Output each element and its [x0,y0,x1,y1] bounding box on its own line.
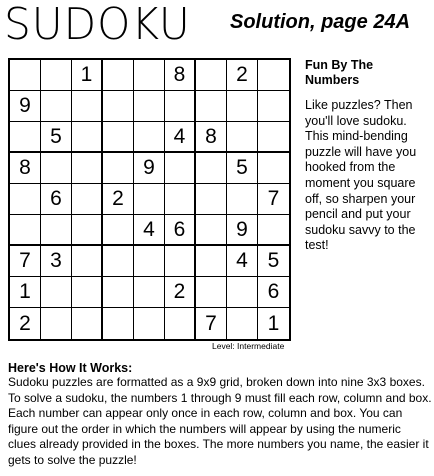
grid-cell-r1-c4[interactable] [103,60,134,91]
grid-cell-r3-c8[interactable] [227,122,258,153]
grid-cell-r1-c8[interactable]: 2 [227,60,258,91]
grid-cell-r3-c2[interactable]: 5 [41,122,72,153]
grid-cell-r4-c2[interactable] [41,153,72,184]
grid-cell-r4-c4[interactable] [103,153,134,184]
page-title: SUDOKU [4,0,191,50]
grid-cell-r2-c8[interactable] [227,91,258,122]
grid-cell-r5-c4[interactable]: 2 [103,184,134,215]
grid-cell-r2-c5[interactable] [134,91,165,122]
grid-cell-r3-c9[interactable] [258,122,289,153]
grid-cell-r6-c6[interactable]: 6 [165,215,196,246]
grid-cell-r4-c1[interactable]: 8 [10,153,41,184]
sidebar-title: Fun By The Numbers [305,58,374,87]
grid-cell-r8-c3[interactable] [72,277,103,308]
grid-cell-r8-c6[interactable]: 2 [165,277,196,308]
grid-cell-r4-c3[interactable] [72,153,103,184]
instructions-body: Sudoku puzzles are formatted as a 9x9 grid, broken down into nine 3x3 boxes. To solve a sudoku, the numbers 1 through 9 must fill each row, column and box. Each number can appear only once in each row, column and box. You can figure out the order in which the numbers will appear by using the numeric clues already provided in the boxes. The more numbers you name, the easier it gets to solve the puzzle! [8,375,432,467]
grid-cell-r7-c6[interactable] [165,246,196,277]
grid-cell-r9-c1[interactable]: 2 [10,308,41,339]
grid-cell-r4-c9[interactable] [258,153,289,184]
grid-cell-r9-c7[interactable]: 7 [196,308,227,339]
grid-cell-r1-c7[interactable] [196,60,227,91]
grid-cell-r4-c5[interactable]: 9 [134,153,165,184]
grid-cell-r5-c6[interactable] [165,184,196,215]
grid-cell-r6-c8[interactable]: 9 [227,215,258,246]
grid-cell-r9-c6[interactable] [165,308,196,339]
grid-cell-r8-c4[interactable] [103,277,134,308]
grid-cell-r9-c4[interactable] [103,308,134,339]
grid-cell-r2-c1[interactable]: 9 [10,91,41,122]
grid-cell-r3-c5[interactable] [134,122,165,153]
grid-cell-r4-c7[interactable] [196,153,227,184]
grid-cell-r6-c9[interactable] [258,215,289,246]
grid-cell-r1-c3[interactable]: 1 [72,60,103,91]
grid-cell-r8-c8[interactable] [227,277,258,308]
grid-cell-r4-c6[interactable] [165,153,196,184]
grid-cell-r5-c9[interactable]: 7 [258,184,289,215]
grid-cell-r8-c5[interactable] [134,277,165,308]
grid-cell-r6-c1[interactable] [10,215,41,246]
grid-cell-r9-c2[interactable] [41,308,72,339]
sidebar-body: Like puzzles? Then you'll love sudoku. This mind-bending puzzle will have you hooked from the moment you square off, so sharpen your pencil and put your sudoku savvy to the test! [305,98,417,253]
grid-cell-r4-c8[interactable]: 5 [227,153,258,184]
grid-cell-r6-c2[interactable] [41,215,72,246]
grid-cell-r8-c2[interactable] [41,277,72,308]
grid-cell-r3-c6[interactable]: 4 [165,122,196,153]
grid-cell-r5-c1[interactable] [10,184,41,215]
grid-cell-r2-c4[interactable] [103,91,134,122]
grid-cell-r7-c7[interactable] [196,246,227,277]
grid-cell-r8-c1[interactable]: 1 [10,277,41,308]
grid-cell-r6-c5[interactable]: 4 [134,215,165,246]
grid-cell-r2-c6[interactable] [165,91,196,122]
grid-cell-r3-c1[interactable] [10,122,41,153]
grid-cell-r7-c9[interactable]: 5 [258,246,289,277]
grid-cell-r2-c3[interactable] [72,91,103,122]
grid-cell-r5-c2[interactable]: 6 [41,184,72,215]
grid-cell-r1-c1[interactable] [10,60,41,91]
grid-cell-r7-c1[interactable]: 7 [10,246,41,277]
grid-cell-r1-c9[interactable] [258,60,289,91]
grid-cell-r1-c6[interactable]: 8 [165,60,196,91]
sudoku-grid [8,58,291,341]
grid-cell-r6-c3[interactable] [72,215,103,246]
grid-cell-r7-c2[interactable]: 3 [41,246,72,277]
grid-cell-r2-c7[interactable] [196,91,227,122]
grid-cell-r7-c4[interactable] [103,246,134,277]
grid-cell-r3-c7[interactable]: 8 [196,122,227,153]
solution-reference: Solution, page 24A [230,11,411,33]
grid-cell-r2-c2[interactable] [41,91,72,122]
grid-cell-r1-c2[interactable] [41,60,72,91]
grid-cell-r7-c8[interactable]: 4 [227,246,258,277]
grid-cell-r3-c4[interactable] [103,122,134,153]
grid-cell-r9-c8[interactable] [227,308,258,339]
grid-cell-r5-c8[interactable] [227,184,258,215]
grid-cell-r8-c9[interactable]: 6 [258,277,289,308]
grid-cell-r5-c7[interactable] [196,184,227,215]
grid-cell-r9-c5[interactable] [134,308,165,339]
grid-cell-r8-c7[interactable] [196,277,227,308]
grid-cell-r9-c3[interactable] [72,308,103,339]
grid-cell-r5-c3[interactable] [72,184,103,215]
grid-cell-r7-c5[interactable] [134,246,165,277]
grid-cell-r6-c7[interactable] [196,215,227,246]
difficulty-level: Level: Intermediate [212,341,285,351]
grid-cell-r5-c5[interactable] [134,184,165,215]
grid-cell-r2-c9[interactable] [258,91,289,122]
grid-cell-r6-c4[interactable] [103,215,134,246]
grid-cell-r3-c3[interactable] [72,122,103,153]
grid-cell-r9-c9[interactable]: 1 [267,311,280,335]
grid-cell-r7-c3[interactable] [72,246,103,277]
grid-cell-r1-c5[interactable] [134,60,165,91]
instructions-title: Here's How It Works: [8,361,133,375]
